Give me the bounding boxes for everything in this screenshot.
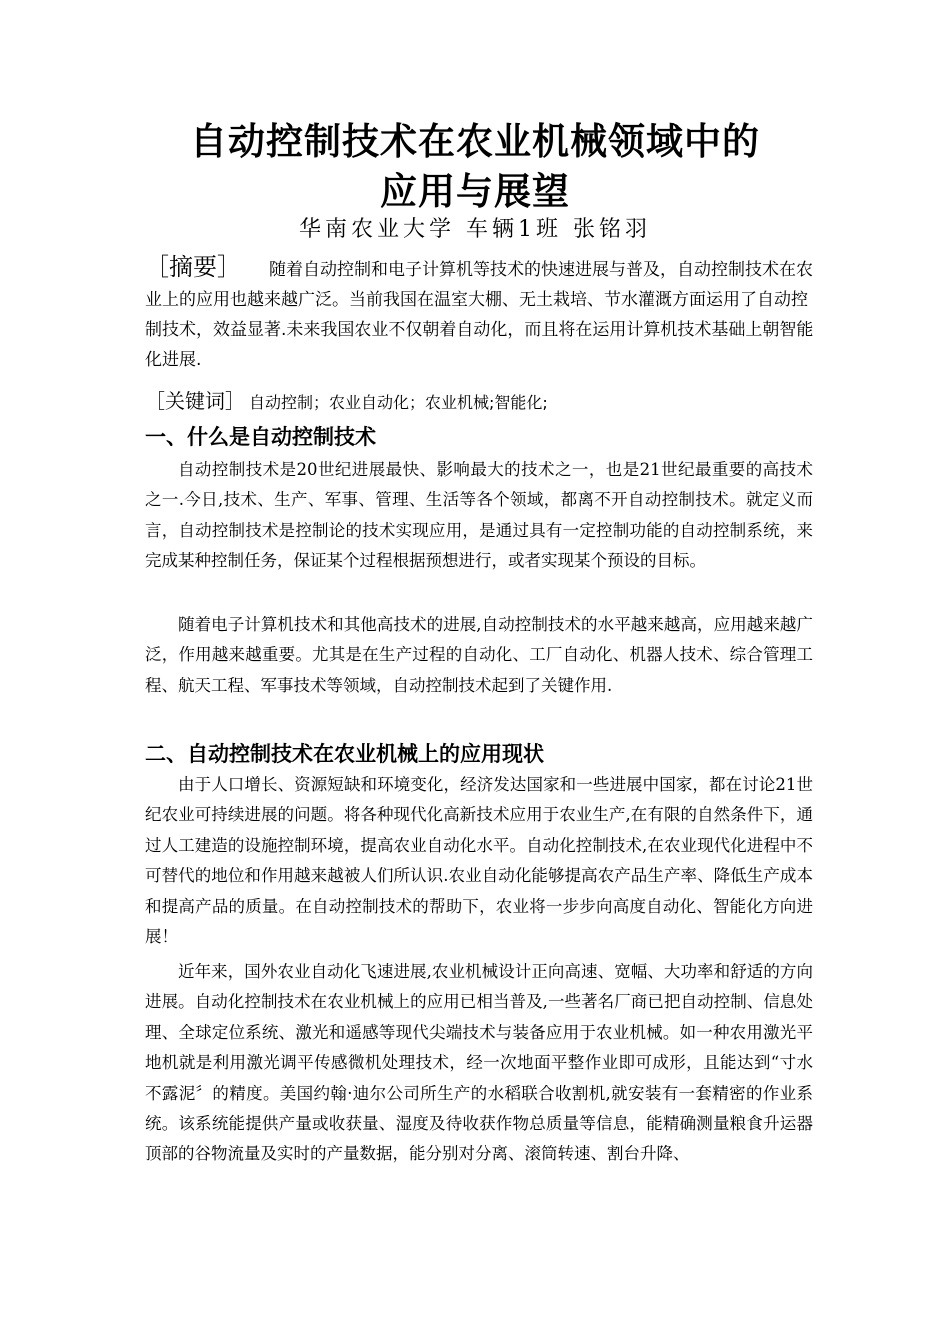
document-title-line-1: 自动控制技术在农业机械领域中的: [190, 120, 760, 163]
keywords-label: ［关键词］: [145, 389, 245, 413]
abstract: [145, 252, 815, 375]
keywords-text: 自动控制；农业自动化；农业机械;智能化;: [249, 393, 548, 412]
document-title-line-2: 应用与展望: [380, 170, 570, 213]
section-heading-2: 二、自动控制技术在农业机械上的应用现状: [145, 742, 544, 766]
keywords: [145, 386, 815, 418]
abstract-label: ［摘要］: [145, 253, 241, 281]
section-1-paragraph-2: 随着电子计算机技术和其他高技术的进展,自动控制技术的水平越来越高，应用越来越广泛，作用越来越重要。尤其是在生产过程的自动化、工厂自动化、机器人技术、综合管理工程、航天工程、军事技术等领域，自动控制技术起到了关键作用.: [145, 615, 813, 695]
section-2-paragraph-2: 近年来，国外农业自动化飞速进展,农业机械设计正向高速、宽幅、大功率和舒适的方向进展。自动化控制技术在农业机械上的应用已相当普及,一些著名厂商已把自动控制、信息处理、全球定位系统、激光和遥感等现代尖端技术与装备应用于农业机械。如一种农用激光平地机就是利用激光调平传感微机处理技术，经一次地面平整作业即可成形，且能达到“寸水不露泥〞的精度。美国约翰·迪尔公司所生产的水稻联合收割机,就安装有一套精密的作业系统。该系统能提供产量或收获量、湿度及待收获作物总质量等信息，能精确测量粮食升运器顶部的谷物流量及实时的产量数据，能分别对分离、滚筒转速、割台升降、: [145, 962, 813, 1164]
section-1-paragraph-1: 自动控制技术是20世纪进展最快、影响最大的技术之一，也是21世纪最重要的高技术之一.今日,技术、生产、军事、管理、生活等各个领域，都离不开自动控制技术。就定义而言，自动控制技术是控制论的技术实现应用，是通过具有一定控制功能的自动控制系统，来完成某种控制任务，保证某个过程根据预想进行，或者实现某个预设的目标。: [145, 460, 813, 571]
abstract-text: 随着自动控制和电子计算机等技术的快速进展与普及，自动控制技术在农业上的应用也越来越广泛。当前我国在温室大棚、无土栽培、节水灌溉方面运用了自动控制技术，效益显著.未来我国农业不仅朝着自动化，而且将在运用计算机技术基础上朝智能化进展.: [145, 260, 814, 370]
author-line: 华南农业大学 车辆1班 张铭羽: [299, 217, 651, 242]
section-heading-1: 一、什么是自动控制技术: [145, 425, 376, 449]
section-2-paragraph-1: 由于人口增长、资源短缺和环境变化，经济发达国家和一些进展中国家，都在讨论21世纪农业可持续进展的问题。将各种现代化高新技术应用于农业生产,在有限的自然条件下，通过人工建造的设施控制环境，提高农业自动化水平。自动化控制技术,在农业现代化进程中不可替代的地位和作用越来越被人们所认识.农业自动化能够提高农产品生产率、降低生产成本和提高产品的质量。在自动控制技术的帮助下，农业将一步步向高度自动化、智能化方向进展！: [145, 775, 813, 947]
